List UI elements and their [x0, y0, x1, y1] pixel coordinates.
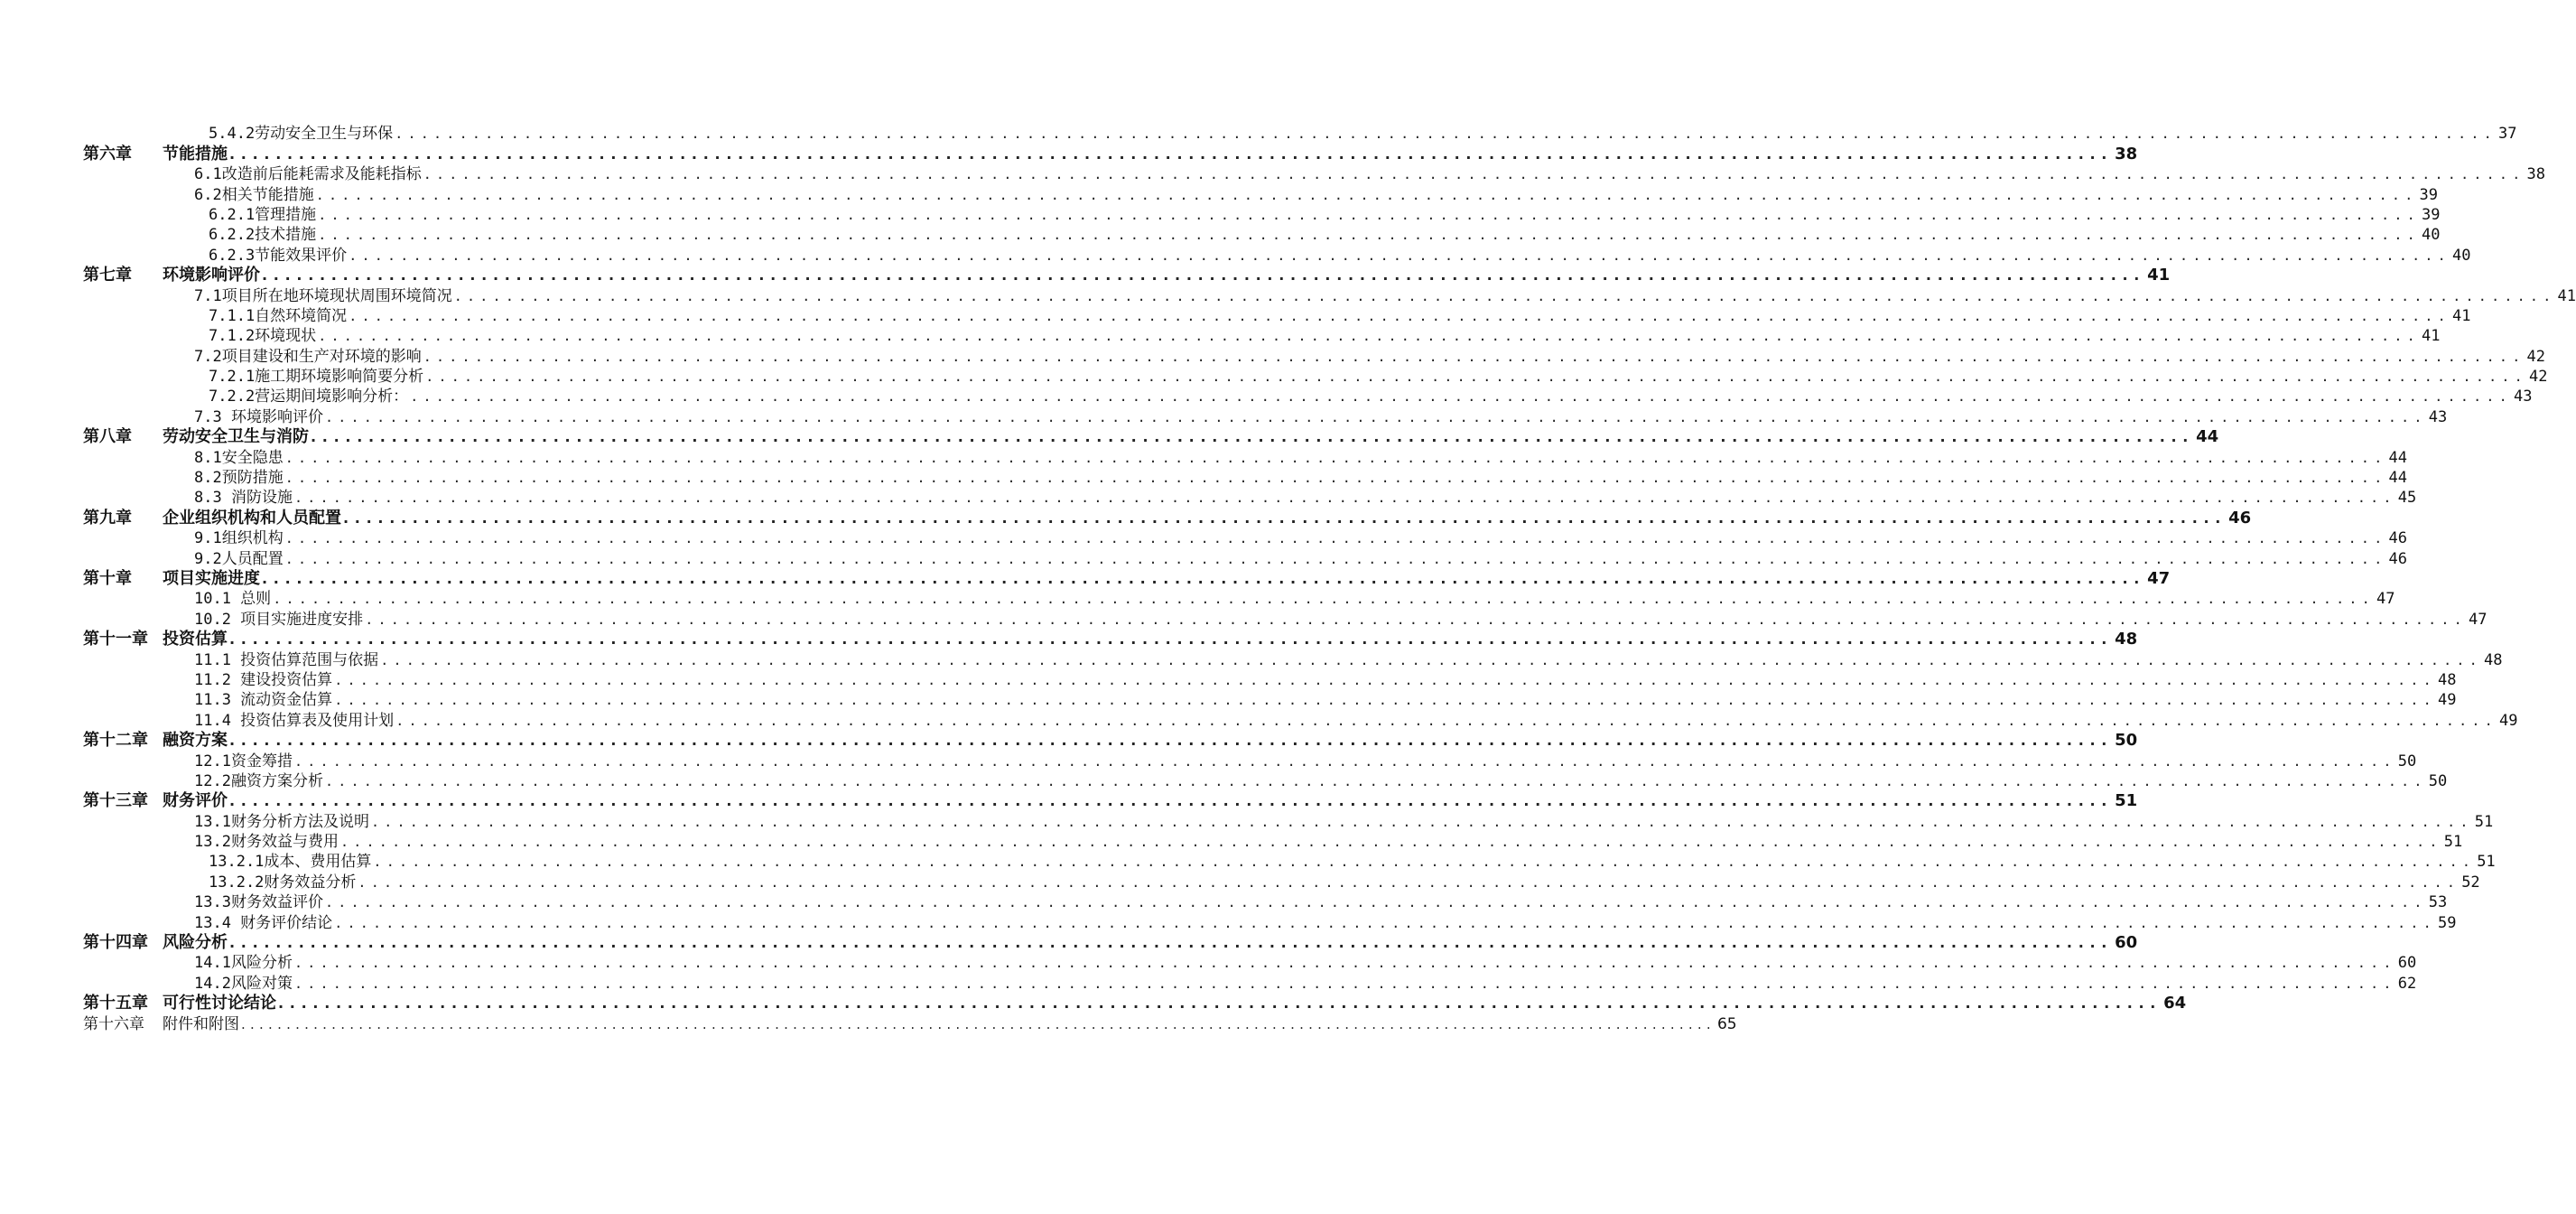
- toc-chapter-label: 财务评价: [163, 791, 228, 811]
- toc-chapter-label: 节能措施: [163, 144, 228, 163]
- toc-entry-label: 11.4 投资估算表及使用计划: [194, 711, 395, 730]
- toc-section-entry[interactable]: [0, 345, 2545, 366]
- toc-entry-label: 8.1安全隐患: [194, 448, 284, 467]
- toc-section-entry[interactable]: [0, 467, 2407, 488]
- toc-section-entry[interactable]: [0, 547, 2407, 568]
- toc-section-entry[interactable]: [0, 669, 2457, 689]
- toc-section-entry[interactable]: [0, 972, 2417, 993]
- toc-section-entry[interactable]: [0, 446, 2407, 467]
- table-of-contents: [0, 123, 2576, 1033]
- toc-entry-label: 7.1.2环境现状: [209, 327, 317, 346]
- dot-leader: [325, 410, 2427, 425]
- toc-chapter-title: [83, 509, 341, 528]
- toc-chapter-label: 融资方案: [163, 731, 228, 751]
- toc-section-entry[interactable]: [0, 406, 2448, 426]
- toc-page-number: 38: [2526, 165, 2545, 184]
- toc-section-entry[interactable]: [0, 528, 2407, 548]
- toc-chapter-entry[interactable]: [0, 143, 2138, 163]
- toc-section-entry[interactable]: [0, 689, 2457, 710]
- toc-page-number: 41: [2451, 306, 2471, 325]
- dot-leader: [340, 835, 2442, 849]
- toc-subsection-entry[interactable]: [0, 871, 2480, 892]
- toc-entry-label: 13.3财务效益评价: [194, 893, 323, 912]
- dot-leader: [311, 430, 2194, 444]
- toc-chapter-label: 附件和附图: [163, 1014, 239, 1033]
- toc-entry-label: 13.2.2财务效益分析: [209, 873, 357, 892]
- toc-page-number: 44: [2388, 469, 2407, 488]
- dot-leader: [343, 511, 2227, 526]
- toc-entry-label: 11.3 流动资金估算: [194, 691, 333, 710]
- dot-leader: [334, 693, 2436, 707]
- toc-section-entry[interactable]: [0, 831, 2463, 852]
- toc-page-number: 50: [2428, 771, 2448, 790]
- toc-chapter-entry[interactable]: [0, 730, 2138, 751]
- dot-leader: [262, 572, 2145, 586]
- dot-leader: [325, 774, 2427, 789]
- toc-chapter-label: 可行性讨论结论: [163, 994, 276, 1013]
- dot-leader: [454, 289, 2556, 304]
- toc-chapter-number: 第七章: [83, 266, 132, 285]
- toc-subsection-entry[interactable]: [0, 123, 2517, 144]
- dot-leader: [318, 208, 2420, 222]
- toc-entry-label: 6.1改造前后能耗需求及能耗指标: [194, 165, 422, 184]
- dot-leader: [294, 976, 2396, 991]
- dot-leader: [229, 733, 2113, 748]
- toc-entry-label: 13.1财务分析方法及说明: [194, 812, 369, 831]
- toc-chapter-entry[interactable]: [0, 426, 2219, 447]
- toc-page-number: 46: [2228, 508, 2252, 528]
- toc-section-entry[interactable]: [0, 285, 2576, 305]
- toc-entry-label: 11.1 投资估算范围与依据: [194, 650, 379, 669]
- toc-page-number: 51: [2477, 853, 2496, 872]
- dot-leader: [371, 815, 2473, 829]
- toc-chapter-title: [83, 630, 228, 649]
- toc-page-number: 62: [2397, 974, 2417, 993]
- toc-entry-label: 13.2财务效益与费用: [194, 833, 339, 852]
- toc-page-number: 50: [2115, 731, 2138, 751]
- toc-entry-label: 10.2 项目实施进度安排: [194, 610, 364, 629]
- toc-chapter-label: 环境影响评价: [163, 266, 260, 285]
- dot-leader: [294, 490, 2396, 505]
- toc-section-entry[interactable]: [0, 770, 2448, 790]
- toc-page-number: 40: [2421, 226, 2441, 245]
- dot-leader: [278, 996, 2162, 1011]
- toc-page-number: 38: [2115, 144, 2138, 163]
- toc-chapter-number: 第十章: [83, 568, 132, 588]
- toc-chapter-label: 劳动安全卫生与消防: [163, 427, 309, 447]
- toc-entry-label: 6.2相关节能措施: [194, 185, 314, 204]
- toc-page-number: 48: [2437, 670, 2457, 689]
- dot-leader: [241, 1017, 1716, 1032]
- toc-subsection-entry[interactable]: [0, 244, 2471, 265]
- dot-leader: [395, 714, 2497, 728]
- dot-leader: [229, 794, 2113, 808]
- dot-leader: [285, 471, 2387, 485]
- dot-leader: [349, 248, 2450, 263]
- dot-leader: [380, 653, 2482, 668]
- toc-chapter-entry[interactable]: [0, 507, 2252, 528]
- toc-page-number: 45: [2397, 489, 2417, 508]
- dot-leader: [423, 167, 2525, 182]
- toc-page-number: 39: [2421, 205, 2441, 224]
- toc-section-entry[interactable]: [0, 649, 2503, 669]
- toc-chapter-entry[interactable]: [0, 790, 2138, 811]
- toc-chapter-number: 第十六章: [83, 1014, 144, 1033]
- dot-leader: [316, 188, 2418, 202]
- dot-leader: [294, 754, 2396, 769]
- toc-entry-label: 6.2.3节能效果评价: [209, 246, 348, 265]
- toc-chapter-number: 第十一章: [83, 630, 148, 649]
- toc-page-number: 43: [2513, 388, 2533, 406]
- toc-subsection-entry[interactable]: [0, 851, 2496, 872]
- toc-page-number: 48: [2483, 650, 2503, 669]
- toc-entry-label: 13.2.1成本、费用估算: [209, 853, 372, 872]
- dot-leader: [294, 956, 2396, 970]
- toc-chapter-title: [83, 995, 276, 1013]
- toc-entry-label: 7.1项目所在地环境现状周围环境简况: [194, 286, 452, 305]
- toc-entry-label: 12.2融资方案分析: [194, 771, 323, 790]
- toc-chapter-label: 投资估算: [163, 630, 228, 649]
- dot-leader: [358, 875, 2460, 890]
- toc-page-number: 60: [2397, 954, 2417, 973]
- toc-chapter-entry[interactable]: [0, 993, 2187, 1013]
- toc-page-number: 65: [1716, 1014, 1737, 1033]
- toc-entry-label: 9.2人员配置: [194, 549, 284, 568]
- toc-entry-label: 11.2 建设投资估算: [194, 670, 333, 689]
- toc-entry-label: 14.2风险对策: [194, 974, 293, 993]
- toc-entry-label: 12.1资金筹措: [194, 752, 293, 770]
- toc-chapter-number: 第六章: [83, 144, 132, 163]
- dot-leader: [318, 228, 2420, 242]
- toc-page-number: 39: [2419, 185, 2438, 204]
- toc-chapter-title: [83, 570, 260, 588]
- toc-section-entry[interactable]: [0, 892, 2448, 912]
- toc-page-number: 42: [2528, 368, 2548, 387]
- toc-entry-label: 14.1风险分析: [194, 954, 293, 973]
- dot-leader: [262, 268, 2145, 283]
- toc-section-entry[interactable]: [0, 750, 2417, 770]
- toc-entry-label: 13.4 财务评价结论: [194, 913, 333, 932]
- toc-entry-label: 7.2.2营运期间境影响分析：: [209, 388, 409, 406]
- toc-section-entry[interactable]: [0, 608, 2488, 629]
- toc-subsection-entry[interactable]: [0, 204, 2441, 224]
- toc-chapter-number: 第十二章: [83, 731, 148, 751]
- toc-page-number: 51: [2474, 812, 2494, 831]
- toc-page-number: 41: [2557, 286, 2576, 305]
- toc-page-number: 59: [2437, 913, 2457, 932]
- toc-chapter-title: [83, 266, 260, 285]
- toc-subsection-entry[interactable]: [0, 325, 2441, 346]
- toc-entry-label: 8.2预防措施: [194, 469, 284, 488]
- toc-chapter-title: [83, 792, 228, 810]
- toc-chapter-title: [83, 1015, 239, 1033]
- dot-leader: [334, 916, 2436, 930]
- toc-entry-label: 5.4.2劳动安全卫生与环保: [209, 125, 394, 144]
- toc-page-number: 42: [2526, 347, 2545, 366]
- toc-page-number: 48: [2115, 630, 2138, 649]
- toc-entry-label: 6.2.1管理措施: [209, 205, 317, 224]
- toc-section-entry[interactable]: [0, 588, 2395, 609]
- toc-page-number: 64: [2163, 994, 2187, 1013]
- toc-page-number: 49: [2498, 711, 2518, 730]
- toc-entry-label: 6.2.2技术措施: [209, 226, 317, 245]
- toc-chapter-title: [83, 428, 309, 446]
- dot-leader: [285, 552, 2387, 566]
- toc-page-number: 41: [2147, 266, 2171, 285]
- toc-entry-label: 7.1.1自然环境简况: [209, 306, 348, 325]
- toc-entry-label: 9.1组织机构: [194, 529, 284, 548]
- toc-chapter-number: 第十四章: [83, 933, 148, 953]
- toc-chapter-number: 第九章: [83, 508, 132, 528]
- toc-entry-label: 7.2.1施工期环境影响简要分析: [209, 368, 424, 387]
- toc-chapter-title: [83, 145, 228, 163]
- toc-page-number: 46: [2388, 549, 2407, 568]
- toc-page-number: 44: [2388, 448, 2407, 467]
- toc-page-number: 37: [2497, 125, 2517, 144]
- dot-leader: [285, 451, 2387, 465]
- toc-section-entry[interactable]: [0, 952, 2417, 973]
- toc-entry-label: 7.2项目建设和生产对环境的影响: [194, 347, 422, 366]
- toc-page-number: 49: [2437, 691, 2457, 710]
- toc-section-entry[interactable]: [0, 911, 2457, 932]
- toc-chapter-entry[interactable]: [0, 629, 2138, 649]
- dot-leader: [365, 612, 2467, 627]
- dot-leader: [229, 936, 2113, 950]
- toc-page-number: 47: [2468, 610, 2488, 629]
- toc-chapter-title: [83, 934, 228, 952]
- toc-subsection-entry[interactable]: [0, 386, 2533, 406]
- dot-leader: [318, 329, 2420, 343]
- toc-chapter-title: [83, 732, 228, 750]
- toc-chapter-number: 第八章: [83, 427, 132, 447]
- dot-leader: [410, 389, 2512, 404]
- dot-leader: [334, 673, 2436, 687]
- toc-page-number: 43: [2428, 407, 2448, 426]
- toc-chapter-label: 风险分析: [163, 933, 228, 953]
- toc-page-number: 41: [2421, 327, 2441, 346]
- toc-page-number: 46: [2388, 529, 2407, 548]
- dot-leader: [273, 592, 2375, 606]
- toc-subsection-entry[interactable]: [0, 366, 2548, 387]
- toc-section-entry[interactable]: [0, 487, 2417, 508]
- dot-leader: [285, 531, 2387, 546]
- toc-chapter-entry[interactable]: [0, 568, 2171, 588]
- dot-leader: [373, 854, 2475, 869]
- toc-chapter-number: 第十三章: [83, 791, 148, 811]
- toc-section-entry[interactable]: [0, 810, 2494, 831]
- dot-leader: [425, 369, 2527, 384]
- toc-page-number: 52: [2461, 873, 2480, 892]
- toc-section-entry[interactable]: [0, 163, 2545, 184]
- toc-page-number: 51: [2115, 791, 2138, 811]
- toc-section-entry[interactable]: [0, 709, 2518, 730]
- toc-chapter-label: 项目实施进度: [163, 568, 260, 588]
- toc-chapter-entry[interactable]: [0, 265, 2171, 285]
- dot-leader: [395, 126, 2497, 141]
- toc-chapter-entry[interactable]: [0, 1013, 1737, 1033]
- toc-page-number: 47: [2147, 568, 2171, 588]
- toc-entry-label: 8.3 消防设施: [194, 489, 293, 508]
- toc-chapter-number: 第十五章: [83, 994, 148, 1013]
- toc-chapter-entry[interactable]: [0, 932, 2138, 953]
- toc-page-number: 47: [2376, 590, 2395, 609]
- toc-section-entry[interactable]: [0, 183, 2438, 204]
- toc-page-number: 44: [2196, 427, 2219, 447]
- toc-entry-label: 10.1 总则: [194, 590, 272, 609]
- toc-chapter-label: 企业组织机构和人员配置: [163, 508, 341, 528]
- dot-leader: [229, 147, 2113, 162]
- toc-page-number: 40: [2451, 246, 2471, 265]
- toc-subsection-entry[interactable]: [0, 224, 2441, 245]
- toc-subsection-entry[interactable]: [0, 305, 2471, 325]
- dot-leader: [349, 309, 2450, 323]
- dot-leader: [229, 632, 2113, 647]
- toc-page-number: 60: [2115, 933, 2138, 953]
- dot-leader: [423, 350, 2525, 364]
- toc-page-number: 53: [2428, 893, 2448, 912]
- toc-page-number: 51: [2443, 833, 2463, 852]
- toc-entry-label: 7.3 环境影响评价: [194, 407, 323, 426]
- toc-page-number: 50: [2397, 752, 2417, 770]
- dot-leader: [325, 895, 2427, 910]
